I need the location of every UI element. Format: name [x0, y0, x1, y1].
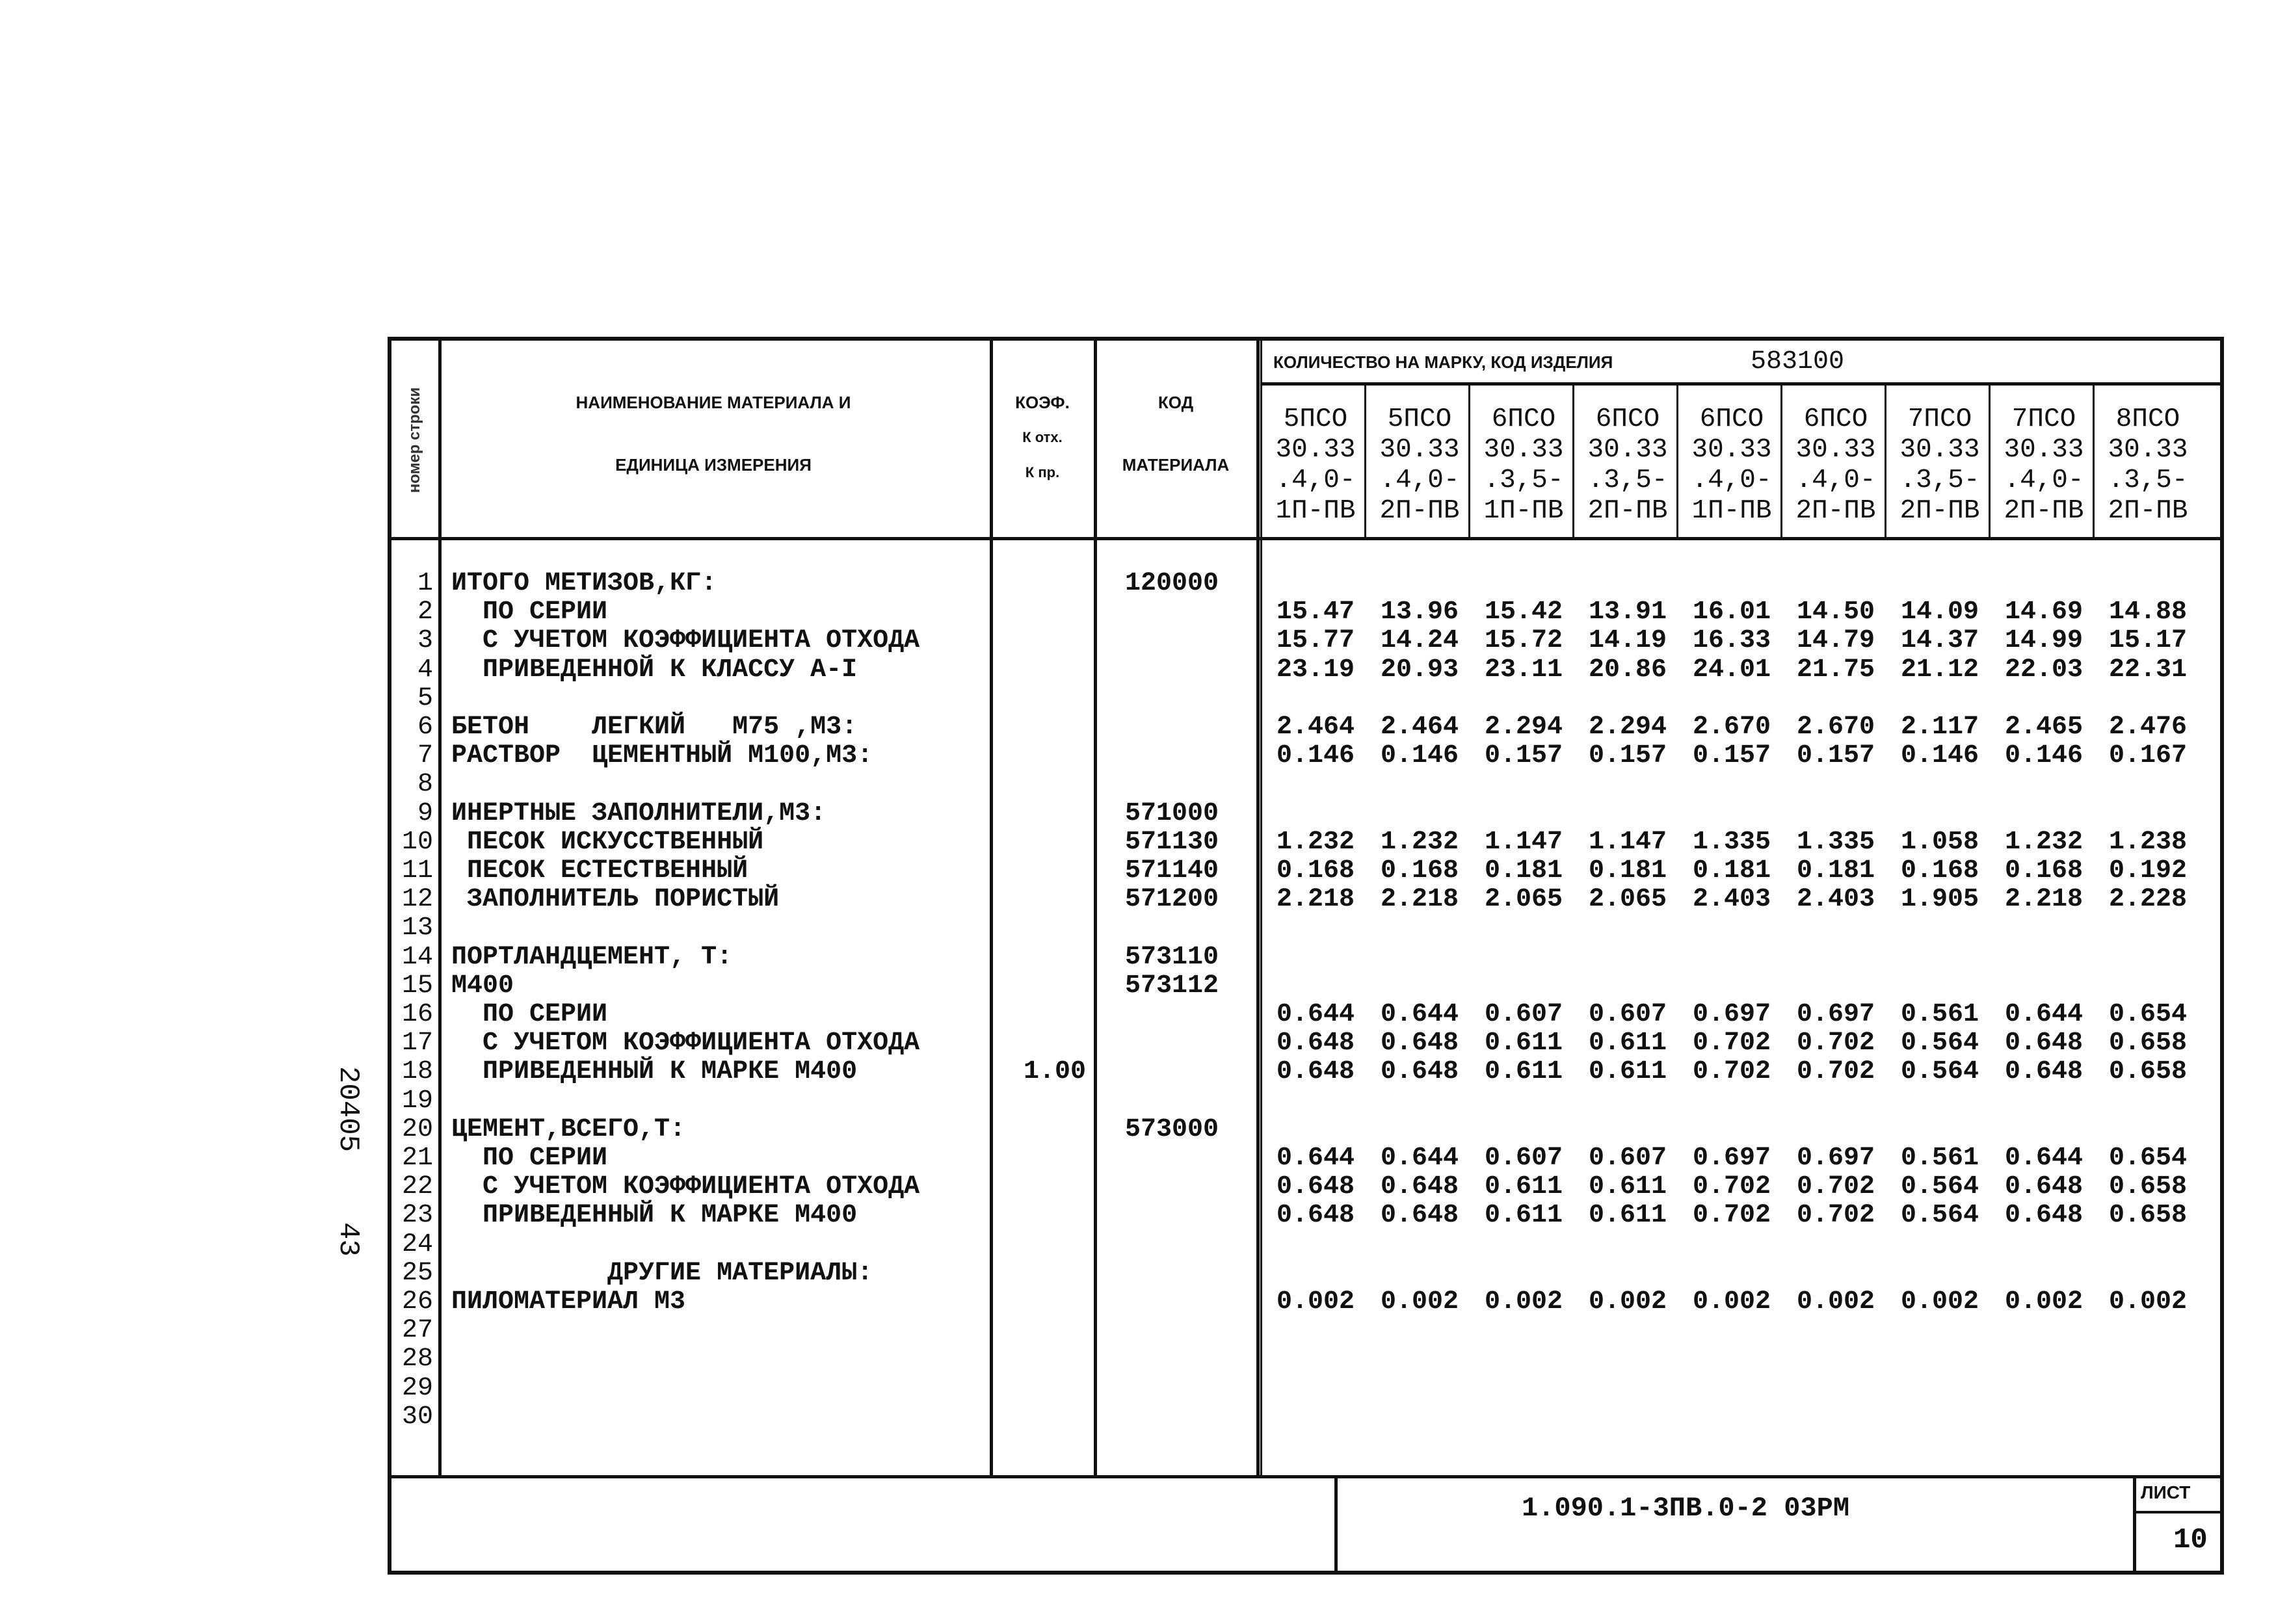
- product-mark-line: 2П-ПВ: [1587, 496, 1668, 526]
- quantity-cell: 0.644: [1380, 1144, 1459, 1173]
- product-mark-line: 1П-ПВ: [1483, 496, 1564, 526]
- quantity-cell: 1.335: [1692, 827, 1771, 857]
- code-header-line2: МАТЕРИАЛА: [1122, 455, 1230, 475]
- quantity-cell: 16.01: [1692, 597, 1771, 627]
- specification-sheet: [388, 337, 2224, 1575]
- quantity-cell: 0.564: [1900, 1028, 1979, 1058]
- material-name: М400: [451, 971, 514, 1001]
- row-number-header: номер строки: [406, 387, 423, 493]
- quantity-cell: 13.96: [1380, 597, 1459, 627]
- material-name: ПЕСОК ИСКУССТВЕННЫЙ: [451, 827, 764, 857]
- product-column-header: [1472, 404, 1575, 534]
- inventory-number: 20405: [332, 1066, 364, 1153]
- quantity-cell: 0.002: [2108, 1287, 2188, 1316]
- row-number: 5: [417, 683, 433, 713]
- product-mark-line: .4,0-: [1691, 465, 1772, 495]
- quantity-cell: 0.002: [1588, 1287, 1667, 1316]
- quantity-cell: 0.561: [1900, 1144, 1979, 1173]
- row-number: 23: [401, 1201, 433, 1231]
- quantity-cell: 0.002: [1796, 1287, 1875, 1316]
- product-mark-line: 6ПСО: [1595, 404, 1660, 434]
- quantity-cell: 0.697: [1796, 1144, 1875, 1173]
- product-mark-line: 1П-ПВ: [1275, 496, 1356, 526]
- quantity-cell: 24.01: [1692, 655, 1771, 685]
- row-number: 22: [401, 1172, 433, 1202]
- row-number: 9: [417, 798, 433, 828]
- material-name: БЕТОН ЛЕГКИЙ М75 ,М3:: [451, 713, 858, 742]
- quantity-cell: 0.157: [1796, 741, 1875, 771]
- quantity-cell: 0.146: [1380, 741, 1459, 771]
- product-mark-line: 2П-ПВ: [2108, 496, 2188, 526]
- quantity-cell: 0.648: [2004, 1057, 2084, 1087]
- material-name: ПО СЕРИИ: [451, 1144, 608, 1173]
- product-mark-line: 2П-ПВ: [1795, 496, 1876, 526]
- row-number: 24: [401, 1229, 433, 1259]
- quantity-cell: 0.607: [1484, 1000, 1563, 1029]
- material-code: 573112: [1124, 971, 1219, 1001]
- quantity-cell: 2.464: [1276, 713, 1355, 742]
- product-mark-line: .3,5-: [1899, 465, 1980, 495]
- material-code: 571200: [1124, 885, 1219, 915]
- quantity-cell: 0.564: [1900, 1201, 1979, 1231]
- quantity-cell: 2.117: [1900, 713, 1979, 742]
- quantity-cell: 0.702: [1796, 1057, 1875, 1087]
- coef-header-line3: К пр.: [1025, 464, 1060, 480]
- quantity-cell: 2.065: [1588, 885, 1667, 915]
- quantity-cell: 0.658: [2108, 1028, 2188, 1058]
- row-number: 26: [401, 1287, 433, 1316]
- material-name: ДРУГИЕ МАТЕРИАЛЫ:: [451, 1258, 873, 1288]
- material-name: С УЧЕТОМ КОЭФФИЦИЕНТА ОТХОДА: [451, 1028, 920, 1058]
- quantity-cell: 1.232: [2004, 827, 2084, 857]
- quantity-cell: 2.670: [1692, 713, 1771, 742]
- material-name: ПРИВЕДЕННЫЙ К МАРКЕ М400: [451, 1057, 858, 1087]
- product-mark-line: 30.33: [2108, 435, 2188, 465]
- coefficient: 1.00: [1023, 1057, 1086, 1087]
- material-code: 120000: [1124, 569, 1219, 598]
- row-number: 30: [401, 1402, 433, 1432]
- row-number: 17: [401, 1028, 433, 1058]
- product-mark-line: 7ПСО: [2011, 404, 2076, 434]
- material-name: С УЧЕТОМ КОЭФФИЦИЕНТА ОТХОДА: [451, 626, 920, 656]
- quantity-cell: 0.168: [1900, 856, 1979, 885]
- quantity-cell: 0.611: [1484, 1201, 1563, 1231]
- product-mark-line: 30.33: [1691, 435, 1772, 465]
- material-code: 573110: [1124, 942, 1219, 972]
- quantity-cell: 0.157: [1484, 741, 1563, 771]
- quantity-cell: 22.03: [2004, 655, 2084, 685]
- material-name: ПО СЕРИИ: [451, 1000, 608, 1029]
- quantity-cell: 0.648: [2004, 1172, 2084, 1202]
- quantity-cell: 0.002: [1380, 1287, 1459, 1316]
- row-number: 11: [401, 856, 433, 885]
- product-column-header: [1264, 404, 1367, 534]
- quantity-cell: 2.065: [1484, 885, 1563, 915]
- quantity-cell: 14.50: [1796, 597, 1875, 627]
- quantity-cell: 0.611: [1484, 1172, 1563, 1202]
- quantity-cell: 0.611: [1484, 1028, 1563, 1058]
- quantity-cell: 1.147: [1588, 827, 1667, 857]
- quantity-cell: 0.648: [1380, 1201, 1459, 1231]
- quantity-cell: 1.058: [1900, 827, 1979, 857]
- product-mark-line: 8ПСО: [2115, 404, 2180, 434]
- product-column-header: [1784, 404, 1887, 534]
- quantity-cell: 14.69: [2004, 597, 2084, 627]
- row-number: 2: [417, 597, 433, 627]
- quantity-cell: 20.86: [1588, 655, 1667, 685]
- quantity-cell: 1.232: [1276, 827, 1355, 857]
- quantity-cell: 2.218: [1380, 885, 1459, 915]
- quantity-cell: 1.147: [1484, 827, 1563, 857]
- quantity-cell: 0.561: [1900, 1000, 1979, 1029]
- quantity-cell: 0.564: [1900, 1172, 1979, 1202]
- quantity-cell: 14.88: [2108, 597, 2188, 627]
- material-name: ИТОГО МЕТИЗОВ,КГ:: [451, 569, 717, 598]
- quantity-cell: 13.91: [1588, 597, 1667, 627]
- quantity-cell: 0.648: [1276, 1201, 1355, 1231]
- code-header-line1: КОД: [1158, 393, 1194, 412]
- product-mark-line: .4,0-: [1275, 465, 1356, 495]
- coef-header-line2: К отх.: [1022, 429, 1063, 445]
- product-mark-line: 30.33: [1483, 435, 1564, 465]
- row-number: 21: [401, 1144, 433, 1173]
- quantity-cell: 2.464: [1380, 713, 1459, 742]
- row-number: 25: [401, 1258, 433, 1288]
- quantity-cell: 15.77: [1276, 626, 1355, 656]
- quantity-cell: 22.31: [2108, 655, 2188, 685]
- quantity-cell: 0.181: [1796, 856, 1875, 885]
- row-number: 29: [401, 1373, 433, 1403]
- material-name: ПИЛОМАТЕРИАЛ М3: [451, 1287, 686, 1316]
- row-number: 18: [401, 1057, 433, 1087]
- row-number: 12: [401, 885, 433, 915]
- quantity-cell: 0.181: [1588, 856, 1667, 885]
- product-mark-line: 2П-ПВ: [1899, 496, 1980, 526]
- quantity-cell: 0.648: [2004, 1201, 2084, 1231]
- row-number: 8: [417, 770, 433, 800]
- product-mark-line: .3,5-: [2108, 465, 2188, 495]
- quantity-cell: 14.37: [1900, 626, 1979, 656]
- product-mark-line: 30.33: [1275, 435, 1356, 465]
- quantity-cell: 2.670: [1796, 713, 1875, 742]
- product-column-header: [2097, 404, 2199, 534]
- quantity-cell: 2.218: [1276, 885, 1355, 915]
- quantity-cell: 0.002: [2004, 1287, 2084, 1316]
- quantity-cell: 0.654: [2108, 1144, 2188, 1173]
- material-name: ПРИВЕДЕННОЙ К КЛАССУ А-I: [451, 655, 858, 685]
- quantity-cell: 0.658: [2108, 1172, 2188, 1202]
- quantity-cell: 0.002: [1900, 1287, 1979, 1316]
- quantity-cell: 2.228: [2108, 885, 2188, 915]
- product-mark-line: 30.33: [1795, 435, 1876, 465]
- quantity-cell: 1.905: [1900, 885, 1979, 915]
- quantity-cell: 14.09: [1900, 597, 1979, 627]
- product-mark-line: .4,0-: [1379, 465, 1460, 495]
- product-mark-line: 5ПСО: [1387, 404, 1452, 434]
- quantity-cell: 0.168: [1276, 856, 1355, 885]
- product-mark-line: 7ПСО: [1907, 404, 1972, 434]
- quantity-cell: 0.648: [1380, 1057, 1459, 1087]
- row-number: 3: [417, 626, 433, 656]
- quantity-cell: 1.232: [1380, 827, 1459, 857]
- quantity-cell: 0.611: [1588, 1028, 1667, 1058]
- material-name: ПО СЕРИИ: [451, 597, 608, 627]
- product-column-header: [1368, 404, 1471, 534]
- material-code: 571130: [1124, 827, 1219, 857]
- quantity-cell: 2.403: [1692, 885, 1771, 915]
- quantity-cell: 14.99: [2004, 626, 2084, 656]
- coef-header-line1: КОЭФ.: [1015, 393, 1070, 412]
- quantity-cell: 0.192: [2108, 856, 2188, 885]
- quantity-cell: 2.476: [2108, 713, 2188, 742]
- quantity-cell: 0.658: [2108, 1057, 2188, 1087]
- quantity-cell: 0.648: [1276, 1028, 1355, 1058]
- quantity-cell: 0.168: [1380, 856, 1459, 885]
- row-number: 20: [401, 1114, 433, 1144]
- product-mark-line: 5ПСО: [1283, 404, 1348, 434]
- material-name: ПРИВЕДЕННЫЙ К МАРКЕ М400: [451, 1201, 858, 1231]
- quantity-cell: 0.146: [2004, 741, 2084, 771]
- product-column-header: [1680, 404, 1783, 534]
- quantity-cell: 15.72: [1484, 626, 1563, 656]
- product-mark-line: 1П-ПВ: [1691, 496, 1772, 526]
- quantity-cell: 0.611: [1484, 1057, 1563, 1087]
- quantity-cell: 0.146: [1276, 741, 1355, 771]
- quantity-cell: 0.157: [1692, 741, 1771, 771]
- material-code: 571000: [1124, 798, 1219, 828]
- product-mark-line: .4,0-: [1795, 465, 1876, 495]
- sheet-number: 10: [2173, 1524, 2208, 1556]
- document-designation: 1.090.1-3ПВ.0-2 03РМ: [1521, 1493, 1850, 1524]
- quantity-cell: 14.24: [1380, 626, 1459, 656]
- quantity-cell: 0.146: [1900, 741, 1979, 771]
- quantity-cell: 21.12: [1900, 655, 1979, 685]
- quantity-cell: 0.607: [1484, 1144, 1563, 1173]
- quantity-cell: 0.644: [2004, 1144, 2084, 1173]
- quantity-cell: 0.648: [2004, 1028, 2084, 1058]
- row-number: 10: [401, 827, 433, 857]
- quantity-cell: 0.654: [2108, 1000, 2188, 1029]
- quantity-cell: 0.702: [1796, 1028, 1875, 1058]
- material-name: РАСТВОР ЦЕМЕНТНЫЙ М100,М3:: [451, 741, 873, 771]
- material-name: ЦЕМЕНТ,ВСЕГО,Т:: [451, 1114, 686, 1144]
- quantity-cell: 0.607: [1588, 1000, 1667, 1029]
- quantity-cell: 0.611: [1588, 1057, 1667, 1087]
- quantity-cell: 2.294: [1588, 713, 1667, 742]
- row-number: 13: [401, 913, 433, 943]
- quantity-cell: 14.19: [1588, 626, 1667, 656]
- quantity-cell: 23.11: [1484, 655, 1563, 685]
- row-number: 6: [417, 713, 433, 742]
- material-code: 573000: [1124, 1114, 1219, 1144]
- row-number: 28: [401, 1344, 433, 1374]
- quantity-cell: 0.002: [1276, 1287, 1355, 1316]
- quantity-cell: 2.403: [1796, 885, 1875, 915]
- quantity-cell: 16.33: [1692, 626, 1771, 656]
- row-number: 4: [417, 655, 433, 685]
- quantity-cell: 2.218: [2004, 885, 2084, 915]
- quantity-cell: 1.238: [2108, 827, 2188, 857]
- product-column-header: [1992, 404, 2095, 534]
- quantity-cell: 0.181: [1484, 856, 1563, 885]
- row-number: 27: [401, 1316, 433, 1346]
- quantity-cell: 0.702: [1692, 1028, 1771, 1058]
- row-number: 14: [401, 942, 433, 972]
- quantity-cell: 0.168: [2004, 856, 2084, 885]
- quantity-cell: 0.167: [2108, 741, 2188, 771]
- product-code: 583100: [1751, 347, 1845, 376]
- quantity-cell: 0.697: [1796, 1000, 1875, 1029]
- product-mark-line: 2П-ПВ: [1379, 496, 1460, 526]
- quantity-cell: 1.335: [1796, 827, 1875, 857]
- row-number: 7: [417, 741, 433, 771]
- product-mark-line: 2П-ПВ: [2004, 496, 2084, 526]
- quantity-cell: 0.702: [1692, 1201, 1771, 1231]
- material-name: С УЧЕТОМ КОЭФФИЦИЕНТА ОТХОДА: [451, 1172, 920, 1202]
- quantity-cell: 0.702: [1692, 1057, 1771, 1087]
- product-mark-line: 30.33: [1379, 435, 1460, 465]
- material-name: ПЕСОК ЕСТЕСТВЕННЫЙ: [451, 856, 748, 885]
- product-mark-line: .3,5-: [1587, 465, 1668, 495]
- quantity-cell: 0.644: [1276, 1000, 1355, 1029]
- quantity-cell: 0.702: [1692, 1172, 1771, 1202]
- product-mark-line: 30.33: [1899, 435, 1980, 465]
- name-header-line1: НАИМЕНОВАНИЕ МАТЕРИАЛА И: [576, 393, 851, 412]
- quantity-cell: 0.697: [1692, 1000, 1771, 1029]
- quantity-cell: 15.17: [2108, 626, 2188, 656]
- quantity-cell: 0.648: [1380, 1028, 1459, 1058]
- quantity-cell: 15.42: [1484, 597, 1563, 627]
- product-mark-line: .4,0-: [2004, 465, 2084, 495]
- name-header-line2: ЕДИНИЦА ИЗМЕРЕНИЯ: [615, 455, 812, 475]
- quantity-cell: 0.702: [1796, 1201, 1875, 1231]
- quantity-cell: 0.658: [2108, 1201, 2188, 1231]
- row-number: 16: [401, 1000, 433, 1029]
- quantity-cell: 0.648: [1276, 1172, 1355, 1202]
- quantity-cell: 0.697: [1692, 1144, 1771, 1173]
- product-mark-line: 6ПСО: [1491, 404, 1556, 434]
- quantity-cell: 0.611: [1588, 1172, 1667, 1202]
- row-number: 1: [417, 569, 433, 598]
- row-number: 15: [401, 971, 433, 1001]
- quantity-cell: 15.47: [1276, 597, 1355, 627]
- quantity-cell: 0.648: [1380, 1172, 1459, 1202]
- quantity-cell: 0.648: [1276, 1057, 1355, 1087]
- quantity-cell: 0.644: [1276, 1144, 1355, 1173]
- quantity-cell: 0.157: [1588, 741, 1667, 771]
- quantity-cell: 20.93: [1380, 655, 1459, 685]
- quantity-cell: 0.702: [1796, 1172, 1875, 1202]
- product-mark-line: 30.33: [1587, 435, 1668, 465]
- row-number: 19: [401, 1086, 433, 1116]
- page-mark: 43: [332, 1222, 364, 1257]
- sheet-label: ЛИСТ: [2141, 1482, 2191, 1502]
- quantity-cell: 0.002: [1484, 1287, 1563, 1316]
- product-mark-line: 30.33: [2004, 435, 2084, 465]
- product-mark-line: 6ПСО: [1803, 404, 1868, 434]
- quantity-cell: 2.465: [2004, 713, 2084, 742]
- quantity-cell: 0.002: [1692, 1287, 1771, 1316]
- quantity-header: КОЛИЧЕСТВО НА МАРКУ, КОД ИЗДЕЛИЯ: [1273, 352, 1613, 372]
- quantity-cell: 14.79: [1796, 626, 1875, 656]
- material-name: ИНЕРТНЫЕ ЗАПОЛНИТЕЛИ,М3:: [451, 798, 827, 828]
- quantity-cell: 2.294: [1484, 713, 1563, 742]
- quantity-cell: 0.607: [1588, 1144, 1667, 1173]
- product-mark-line: 6ПСО: [1699, 404, 1764, 434]
- material-name: ЗАПОЛНИТЕЛЬ ПОРИСТЫЙ: [451, 885, 780, 915]
- product-mark-line: .3,5-: [1483, 465, 1564, 495]
- product-column-header: [1888, 404, 1991, 534]
- product-column-header: [1576, 404, 1679, 534]
- quantity-cell: 23.19: [1276, 655, 1355, 685]
- quantity-cell: 0.181: [1692, 856, 1771, 885]
- quantity-cell: 0.564: [1900, 1057, 1979, 1087]
- quantity-cell: 0.611: [1588, 1201, 1667, 1231]
- quantity-cell: 0.644: [1380, 1000, 1459, 1029]
- quantity-cell: 0.644: [2004, 1000, 2084, 1029]
- material-code: 571140: [1124, 856, 1219, 885]
- quantity-cell: 21.75: [1796, 655, 1875, 685]
- material-name: ПОРТЛАНДЦЕМЕНТ, Т:: [451, 942, 733, 972]
